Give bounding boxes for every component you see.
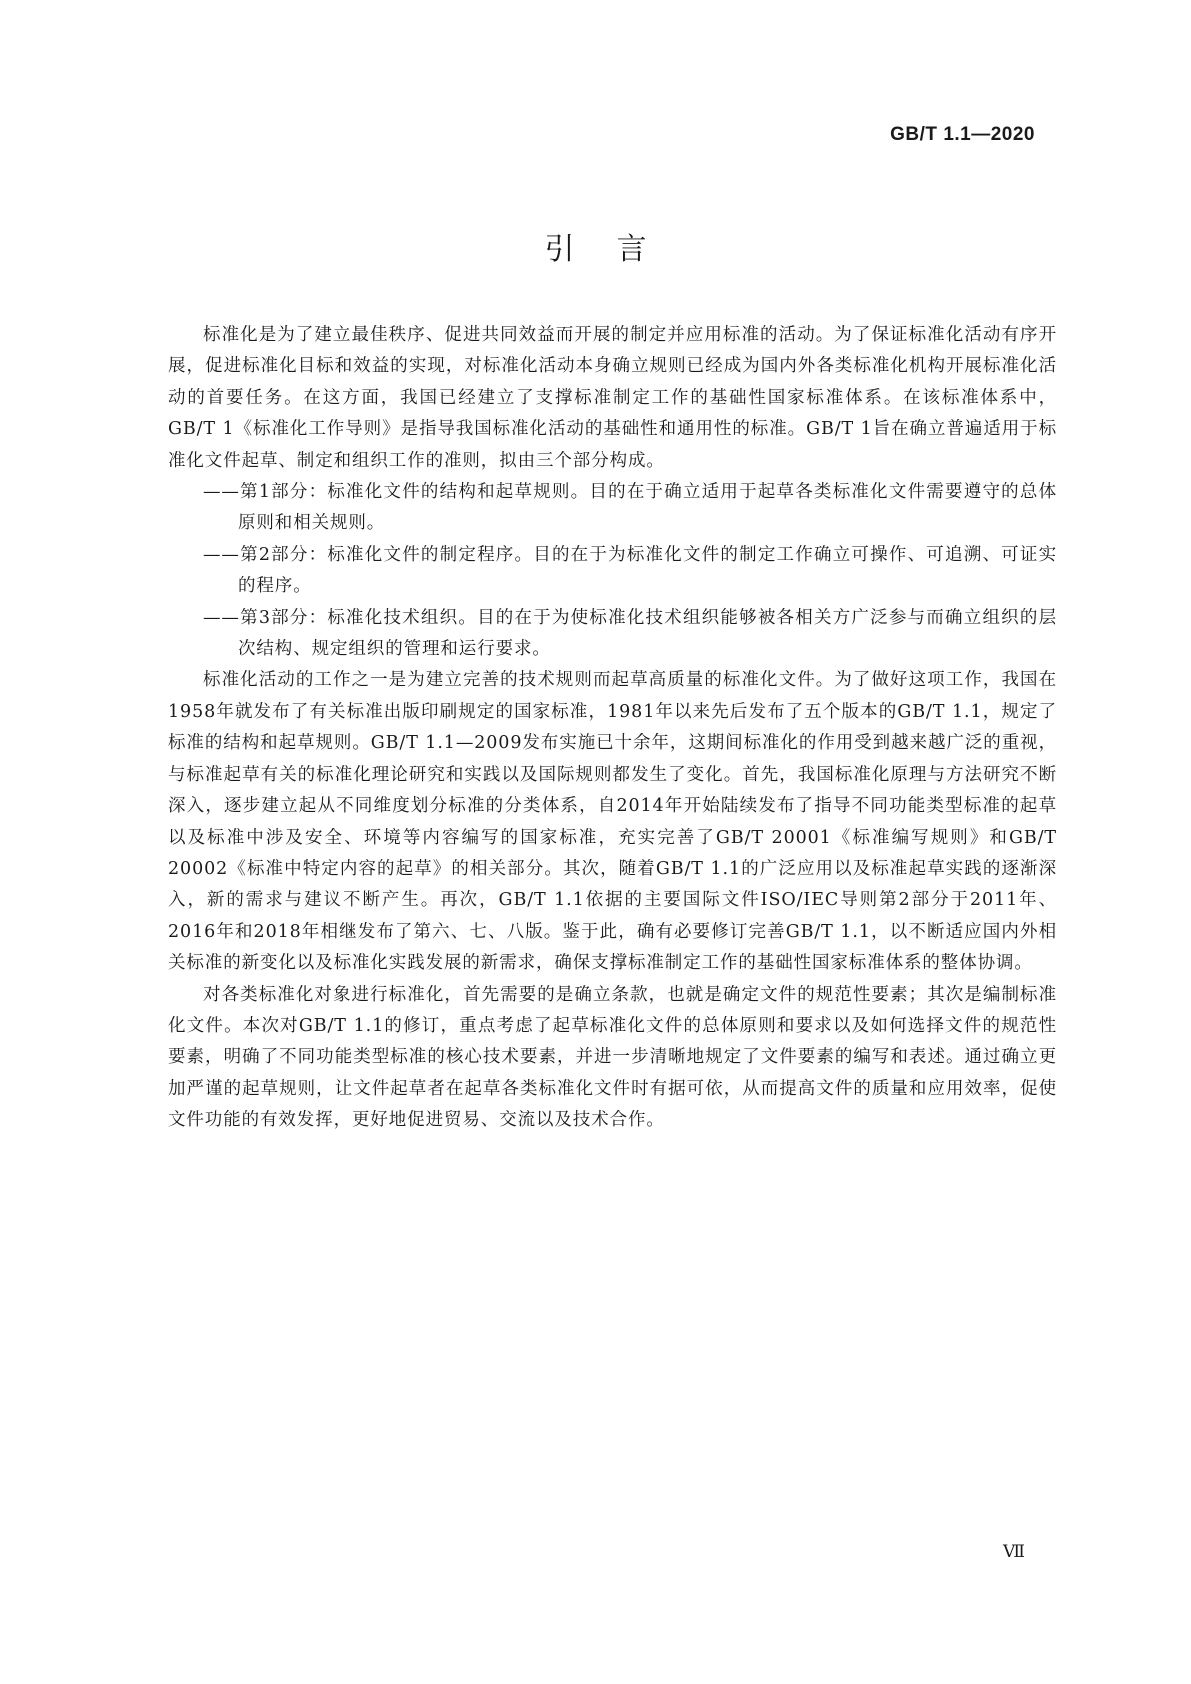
paragraph-history: 标准化活动的工作之一是为建立完善的技术规则而起草高质量的标准化文件。为了做好这项工作，我国在1958年就发布了有关标准出版印刷规定的国家标准，1981年以来先后发布了五个版本的GB/T 1.1，规定了标准的结构和起草规则。GB/T 1.1—2009发布实施已十余年，这期间标准化的作用受到越来越广泛的重视，与标准起草有关的标准化理论研究和实践以及国际规则都发生了变化。首先，我国标准化原理与方法研究不断深入，逐步建立起从不同维度划分标准的分类体系，自2014年开始陆续发布了指导不同功能类型标准的起草以及标准中涉及安全、环境等内容编写的国家标准，充实完善了GB/T 20001《标准编写规则》和GB/T 20002《标准中特定内容的起草》的相关部分。其次，随着GB/T 1.1的广泛应用以及标准起草实践的逐渐深入，新的需求与建议不断产生。再次，GB/T 1.1依据的主要国际文件ISO/IEC导则第2部分于2011年、2016年和2018年相继发布了第六、七、八版。鉴于此，确有必要修订完善GB/T 1.1，以不断适应国内外相关标准的新变化以及标准化实践发展的新需求，确保支撑标准制定工作的基础性国家标准体系的整体协调。 [168,670,1057,974]
document-body [168,320,1057,1137]
page-title: 引言 [544,232,689,267]
paragraph-revision: 对各类标准化对象进行标准化，首先需要的是确立条款，也就是确定文件的规范性要素；其次是编制标准化文件。本次对GB/T 1.1的修订，重点考虑了起草标准化文件的总体原则和要求以及如何选择文件的规范性要素，明确了不同功能类型标准的核心技术要素，并进一步清晰地规定了文件要素的编写和表述。通过确立更加严谨的起草规则，让文件起草者在起草各类标准化文件时有据可依，从而提高文件的质量和应用效率，促使文件功能的有效发挥，更好地促进贸易、交流以及技术合作。 [168,984,1057,1131]
list-item-part-1: ——第1部分：标准化文件的结构和起草规则。目的在于确立适用于起草各类标准化文件需要遵守的总体原则和相关规则。 [203,482,1057,534]
list-item-part-3: ——第3部分：标准化技术组织。目的在于为使标准化技术组织能够被各相关方广泛参与而确立组织的层次结构、规定组织的管理和运行要求。 [203,607,1057,660]
page-number: Ⅶ [1003,1542,1025,1562]
list-item-part-2: ——第2部分：标准化文件的制定程序。目的在于为标准化文件的制定工作确立可操作、可追溯、可证实的程序。 [203,544,1057,597]
paragraph-intro: 标准化是为了建立最佳秩序、促进共同效益而开展的制定并应用标准的活动。为了保证标准化活动有序开展，促进标准化目标和效益的实现，对标准化活动本身确立规则已经成为国内外各类标准化机构开展标准化活动的首要任务。在这方面，我国已经建立了支撑标准制定工作的基础性国家标准体系。在该标准体系中，GB/T 1《标准化工作导则》是指导我国标准化活动的基础性和通用性的标准。GB/T 1旨在确立普遍适用于标准化文件起草、制定和组织工作的准则，拟由三个部分构成。 [168,325,1057,471]
standard-code: GB/T 1.1—2020 [890,124,1035,145]
